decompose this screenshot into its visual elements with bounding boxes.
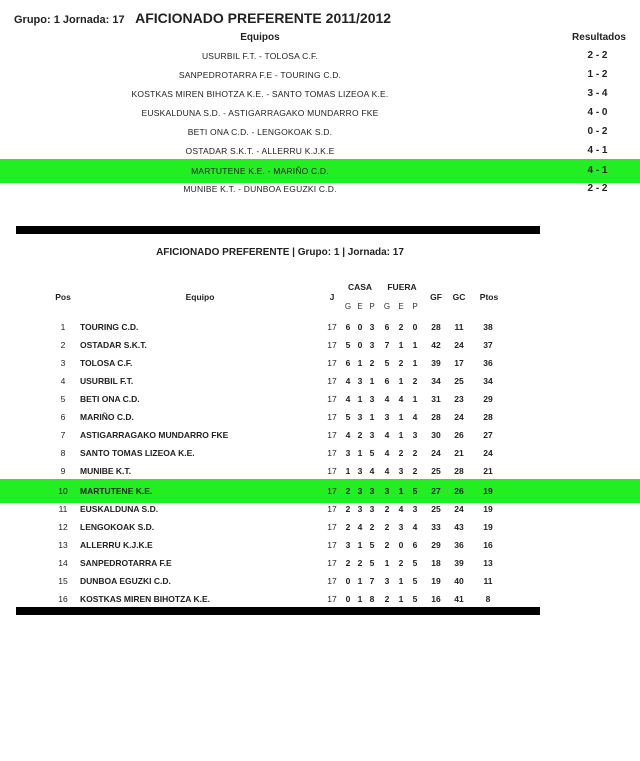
fuera-stat: 1: [398, 486, 404, 496]
fuera-stat: 0: [398, 540, 404, 550]
result-row: [0, 67, 640, 85]
casa-stat: 1: [357, 394, 363, 404]
fuera-stat: 2: [384, 522, 390, 532]
standings-row: [0, 390, 640, 408]
match-teams: KOSTKAS MIREN BIHOTZA K.E. - SANTO TOMAS LIZEOA K.E.: [131, 89, 389, 99]
casa-stat: 1: [357, 358, 363, 368]
casa-stat: 3: [345, 448, 351, 458]
fuera-stat: 1: [398, 376, 404, 386]
standings-row: [0, 536, 640, 554]
team-name: TOLOSA C.F.: [80, 358, 133, 368]
match-teams: OSTADAR S.K.T. - ALLERRU K.J.K.E: [185, 146, 335, 156]
goals-for: 27: [431, 486, 441, 496]
match-score: 4 - 1: [587, 165, 608, 176]
played: 17: [327, 430, 337, 440]
subheader-g: G: [344, 302, 352, 311]
goals-for: 39: [431, 358, 441, 368]
standings-title: AFICIONADO PREFERENTE | Grupo: 1 | Jornada: 17: [156, 247, 404, 258]
casa-stat: 3: [357, 466, 363, 476]
team-name: TOURING C.D.: [80, 322, 139, 332]
fuera-stat: 2: [398, 448, 404, 458]
fuera-stat: 4: [412, 412, 418, 422]
team-name: EUSKALDUNA S.D.: [80, 504, 159, 514]
goals-for: 34: [431, 376, 441, 386]
casa-stat: 3: [357, 376, 363, 386]
fuera-stat: 2: [384, 504, 390, 514]
fuera-stat: 1: [398, 430, 404, 440]
match-score: 4 - 1: [587, 145, 608, 156]
casa-stat: 4: [357, 522, 363, 532]
result-row: [0, 159, 640, 183]
fuera-stat: 2: [398, 322, 404, 332]
standings-row: [0, 444, 640, 462]
fuera-stat: 6: [384, 376, 390, 386]
casa-stat: 3: [357, 486, 363, 496]
match-score: 0 - 2: [587, 126, 608, 137]
goals-for: 24: [431, 448, 441, 458]
fuera-stat: 1: [398, 594, 404, 604]
goals-for: 25: [431, 466, 441, 476]
position: 14: [58, 558, 68, 568]
points: 36: [483, 358, 493, 368]
team-name: SANTO TOMAS LIZEOA K.E.: [80, 448, 195, 458]
standings-row: [0, 354, 640, 372]
result-row: [0, 86, 640, 104]
fuera-stat: 1: [412, 340, 418, 350]
j-header: J: [329, 292, 335, 302]
standings-row: [0, 554, 640, 572]
equipos-column-header: Equipos: [240, 32, 280, 43]
casa-stat: 6: [345, 358, 351, 368]
grupo-jornada-label: Grupo: 1 Jornada: 17: [14, 14, 125, 26]
fuera-stat: 3: [384, 576, 390, 586]
played: 17: [327, 576, 337, 586]
fuera-stat: 2: [384, 540, 390, 550]
casa-stat: 5: [369, 558, 375, 568]
standings-row: [0, 462, 640, 480]
casa-stat: 0: [357, 322, 363, 332]
result-row: [0, 105, 640, 123]
match-teams: SANPEDROTARRA F.E - TOURING C.D.: [178, 70, 342, 80]
fuera-stat: 3: [412, 504, 418, 514]
points: 24: [483, 448, 493, 458]
points: 37: [483, 340, 493, 350]
casa-stat: 2: [357, 430, 363, 440]
team-name: MARTUTENE K.E.: [80, 486, 153, 496]
points: 21: [483, 466, 493, 476]
goals-against: 36: [454, 540, 464, 550]
casa-stat: 3: [369, 486, 375, 496]
casa-stat: 3: [369, 322, 375, 332]
casa-stat: 1: [357, 448, 363, 458]
goals-for: 18: [431, 558, 441, 568]
fuera-stat: 4: [384, 394, 390, 404]
casa-stat: 1: [357, 540, 363, 550]
fuera-stat: 1: [412, 358, 418, 368]
position: 3: [60, 358, 66, 368]
casa-stat: 2: [345, 504, 351, 514]
goals-against: 26: [454, 486, 464, 496]
fuera-stat: 3: [398, 466, 404, 476]
fuera-stat: 4: [384, 430, 390, 440]
fuera-stat: 6: [384, 322, 390, 332]
match-score: 3 - 4: [587, 88, 608, 99]
fuera-stat: 1: [398, 576, 404, 586]
played: 17: [327, 504, 337, 514]
position: 2: [60, 340, 66, 350]
team-name: BETI ONA C.D.: [80, 394, 140, 404]
standings-row: [0, 336, 640, 354]
subheader-p: P: [369, 302, 375, 311]
match-teams: USURBIL F.T. - TOLOSA C.F.: [201, 51, 319, 61]
team-name: MARIÑO C.D.: [80, 412, 134, 422]
points: 28: [483, 412, 493, 422]
team-name: LENGOKOAK S.D.: [80, 522, 155, 532]
gc-header: GC: [452, 292, 466, 302]
casa-stat: 3: [357, 504, 363, 514]
goals-against: 26: [454, 430, 464, 440]
casa-stat: 5: [345, 412, 351, 422]
standings-row: [0, 500, 640, 518]
goals-against: 21: [454, 448, 464, 458]
goals-for: 33: [431, 522, 441, 532]
fuera-stat: 6: [412, 540, 418, 550]
goals-against: 28: [454, 466, 464, 476]
casa-stat: 2: [357, 558, 363, 568]
fuera-stat: 3: [398, 522, 404, 532]
played: 17: [327, 522, 337, 532]
points: 38: [483, 322, 493, 332]
points: 19: [483, 486, 493, 496]
goals-against: 11: [454, 322, 464, 332]
goals-for: 31: [431, 394, 441, 404]
section-divider-bottom: [16, 607, 540, 615]
match-teams: BETI ONA C.D. - LENGOKOAK S.D.: [187, 127, 333, 137]
subheader-p: P: [412, 302, 418, 311]
casa-stat: 3: [345, 540, 351, 550]
position: 5: [60, 394, 66, 404]
result-row: [0, 181, 640, 199]
casa-stat: 3: [369, 504, 375, 514]
casa-stat: 1: [369, 412, 375, 422]
casa-stat: 3: [357, 412, 363, 422]
goals-against: 41: [454, 594, 464, 604]
match-teams: MUNIBE K.T. - DUNBOA EGUZKI C.D.: [183, 184, 337, 194]
points: 29: [483, 394, 493, 404]
casa-stat: 0: [345, 576, 351, 586]
match-teams: MARTUTENE K.E. - MARIÑO C.D.: [191, 166, 329, 176]
standings-row: [0, 518, 640, 536]
match-score: 1 - 2: [587, 69, 608, 80]
subheader-e: E: [357, 302, 363, 311]
points: 8: [485, 594, 491, 604]
equipo-header: Equipo: [185, 292, 215, 302]
played: 17: [327, 322, 337, 332]
position: 6: [60, 412, 66, 422]
casa-stat: 2: [345, 522, 351, 532]
goals-for: 25: [431, 504, 441, 514]
fuera-stat: 1: [398, 412, 404, 422]
team-name: MUNIBE K.T.: [80, 466, 131, 476]
goals-against: 24: [454, 340, 464, 350]
casa-stat: 2: [345, 558, 351, 568]
team-name: USURBIL F.T.: [80, 376, 134, 386]
points: 27: [483, 430, 493, 440]
casa-stat: 1: [369, 376, 375, 386]
fuera-stat: 3: [384, 412, 390, 422]
fuera-stat: 2: [412, 448, 418, 458]
casa-stat: 2: [369, 358, 375, 368]
team-name: KOSTKAS MIREN BIHOTZA K.E.: [80, 594, 211, 604]
goals-for: 29: [431, 540, 441, 550]
position: 9: [60, 466, 66, 476]
casa-stat: 3: [369, 430, 375, 440]
section-divider-top: [16, 226, 540, 234]
goals-for: 19: [431, 576, 441, 586]
position: 4: [60, 376, 66, 386]
casa-stat: 6: [345, 322, 351, 332]
goals-against: 24: [454, 412, 464, 422]
goals-against: 39: [454, 558, 464, 568]
position: 7: [60, 430, 66, 440]
played: 17: [327, 394, 337, 404]
fuera-stat: 5: [412, 558, 418, 568]
fuera-header: FUERA: [387, 282, 417, 292]
resultados-column-header: Resultados: [572, 32, 626, 43]
played: 17: [327, 594, 337, 604]
fuera-stat: 4: [398, 394, 404, 404]
fuera-stat: 3: [412, 430, 418, 440]
casa-stat: 7: [369, 576, 375, 586]
team-name: SANPEDROTARRA F.E: [80, 558, 172, 568]
fuera-stat: 4: [398, 504, 404, 514]
fuera-stat: 4: [384, 466, 390, 476]
played: 17: [327, 340, 337, 350]
pos-header: Pos: [55, 292, 71, 302]
played: 17: [327, 412, 337, 422]
casa-stat: 0: [357, 340, 363, 350]
casa-stat: 4: [345, 430, 351, 440]
casa-stat: 1: [345, 466, 351, 476]
fuera-stat: 4: [384, 448, 390, 458]
goals-for: 16: [431, 594, 441, 604]
gf-header: GF: [430, 292, 442, 302]
goals-against: 24: [454, 504, 464, 514]
casa-stat: 4: [345, 376, 351, 386]
match-score: 2 - 2: [587, 183, 608, 194]
goals-for: 30: [431, 430, 441, 440]
casa-stat: 4: [369, 466, 375, 476]
played: 17: [327, 466, 337, 476]
ptos-header: Ptos: [479, 292, 499, 302]
points: 16: [483, 540, 493, 550]
position: 1: [60, 322, 66, 332]
position: 15: [58, 576, 68, 586]
goals-against: 25: [454, 376, 464, 386]
points: 19: [483, 504, 493, 514]
result-row: [0, 124, 640, 142]
subheader-g: G: [383, 302, 391, 311]
fuera-stat: 2: [398, 558, 404, 568]
position: 12: [58, 522, 68, 532]
points: 11: [483, 576, 493, 586]
match-teams: EUSKALDUNA S.D. - ASTIGARRAGAKO MUNDARRO FKE: [141, 108, 379, 118]
points: 19: [483, 522, 493, 532]
casa-stat: 5: [369, 448, 375, 458]
position: 10: [58, 486, 68, 496]
fuera-stat: 5: [384, 358, 390, 368]
fuera-stat: 5: [412, 594, 418, 604]
fuera-stat: 5: [412, 576, 418, 586]
played: 17: [327, 358, 337, 368]
fuera-stat: 7: [384, 340, 390, 350]
casa-stat: 4: [345, 394, 351, 404]
position: 8: [60, 448, 66, 458]
casa-header: CASA: [347, 282, 373, 292]
fuera-stat: 4: [412, 522, 418, 532]
team-name: DUNBOA EGUZKI C.D.: [80, 576, 171, 586]
played: 17: [327, 540, 337, 550]
position: 16: [58, 594, 68, 604]
page-title: AFICIONADO PREFERENTE 2011/2012: [135, 10, 392, 26]
goals-for: 28: [431, 322, 441, 332]
goals-against: 17: [454, 358, 464, 368]
standings-row: [0, 318, 640, 336]
results-header: [14, 10, 391, 28]
position: 13: [58, 540, 68, 550]
standings-row: [0, 426, 640, 444]
fuera-stat: 2: [412, 466, 418, 476]
casa-stat: 8: [369, 594, 375, 604]
fuera-stat: 1: [384, 558, 390, 568]
subheader-e: E: [398, 302, 404, 311]
team-name: ASTIGARRAGAKO MUNDARRO FKE: [80, 430, 229, 440]
fuera-stat: 2: [398, 358, 404, 368]
team-name: OSTADAR S.K.T.: [80, 340, 147, 350]
casa-stat: 5: [369, 540, 375, 550]
fuera-stat: 1: [412, 394, 418, 404]
casa-stat: 5: [345, 340, 351, 350]
position: 11: [58, 504, 68, 514]
match-score: 2 - 2: [587, 50, 608, 61]
played: 17: [327, 448, 337, 458]
played: 17: [327, 376, 337, 386]
fuera-stat: 0: [412, 322, 418, 332]
casa-stat: 2: [369, 522, 375, 532]
fuera-stat: 5: [412, 486, 418, 496]
points: 13: [483, 558, 493, 568]
casa-stat: 1: [357, 576, 363, 586]
casa-stat: 1: [357, 594, 363, 604]
standings-row: [0, 372, 640, 390]
points: 34: [483, 376, 493, 386]
casa-stat: 0: [345, 594, 351, 604]
casa-stat: 3: [369, 340, 375, 350]
goals-against: 23: [454, 394, 464, 404]
standings-row: [0, 590, 640, 608]
goals-against: 43: [454, 522, 464, 532]
fuera-stat: 1: [398, 340, 404, 350]
goals-for: 28: [431, 412, 441, 422]
fuera-stat: 2: [412, 376, 418, 386]
casa-stat: 2: [345, 486, 351, 496]
fuera-stat: 3: [384, 486, 390, 496]
played: 17: [327, 558, 337, 568]
match-score: 4 - 0: [587, 107, 608, 118]
played: 17: [327, 486, 337, 496]
fuera-stat: 2: [384, 594, 390, 604]
goals-for: 42: [431, 340, 441, 350]
standings-row: [0, 408, 640, 426]
result-row: [0, 48, 640, 66]
team-name: ALLERRU K.J.K.E: [80, 540, 153, 550]
standings-row: [0, 572, 640, 590]
casa-stat: 3: [369, 394, 375, 404]
goals-against: 40: [454, 576, 464, 586]
